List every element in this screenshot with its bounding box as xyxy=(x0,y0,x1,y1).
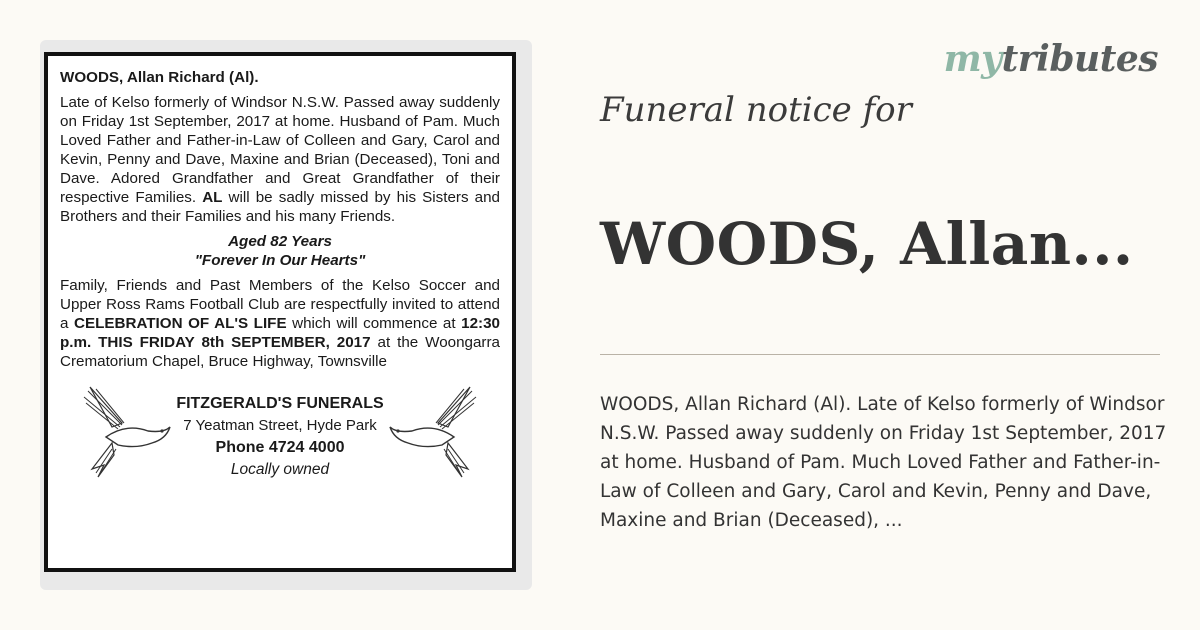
funeral-director-phone: Phone 4724 4000 xyxy=(215,439,345,456)
funeral-director-name: FITZGERALD'S FUNERALS xyxy=(176,395,384,412)
notice-image xyxy=(40,40,532,590)
notice-age-block xyxy=(60,232,500,270)
notice-name: WOODS, Allan Richard (Al). xyxy=(60,69,259,86)
notice-motto: "Forever In Our Hearts" xyxy=(194,252,366,269)
notice-paragraph-2: Family, Friends and Past Members of the Kelso Soccer and Upper Ross Rams Football Club are respectfully invited to attend a CELEBRATION OF AL'S LIFE which will commence at 12:30 p.m. THIS FRIDAY 8th SEPTEMBER, 2017 at the Woongarra Crematorium Chapel, Bruce Highway, Townsville xyxy=(60,277,500,370)
mytributes-logo[interactable] xyxy=(944,38,1158,80)
notice-paragraph-1: Late of Kelso formerly of Windsor N.S.W. Passed away suddenly on Friday 1st September, 2017 at home. Husband of Pam. Much Loved Father and Father-in-Law of Colleen and Gary, Carol and Kevin, Penny and Dave, Maxine and Brian (Deceased), Toni and Dave. Adored Grandfather and Great Grandfather of their respective Families. AL will be sadly missed by his Sisters and Brothers and their Families and his many Friends. xyxy=(60,94,500,225)
notice-footer xyxy=(60,383,500,503)
notice-border xyxy=(44,52,516,572)
notice-excerpt: WOODS, Allan Richard (Al). Late of Kelso formerly of Windsor N.S.W. Passed away suddenly on Friday 1st September, 2017 at home. Husband of Pam. Much Loved Father and Father-in- Law of Colleen and Gary, Carol and Kevin, Penny and Dave, Maxine and Brian (Deceased), ... xyxy=(600,394,1167,531)
funeral-director-address: 7 Yeatman Street, Hyde Park xyxy=(183,417,377,434)
divider xyxy=(600,354,1160,355)
page-subtitle: Funeral notice for xyxy=(600,90,912,130)
page-title: WOODS, Allan... xyxy=(600,210,1134,278)
notice-age: Aged 82 Years xyxy=(228,233,332,250)
logo-prefix: my xyxy=(943,38,1002,80)
funeral-director-block xyxy=(60,383,500,481)
funeral-director-tagline: Locally owned xyxy=(230,461,330,478)
logo-suffix: tributes xyxy=(1001,38,1158,80)
